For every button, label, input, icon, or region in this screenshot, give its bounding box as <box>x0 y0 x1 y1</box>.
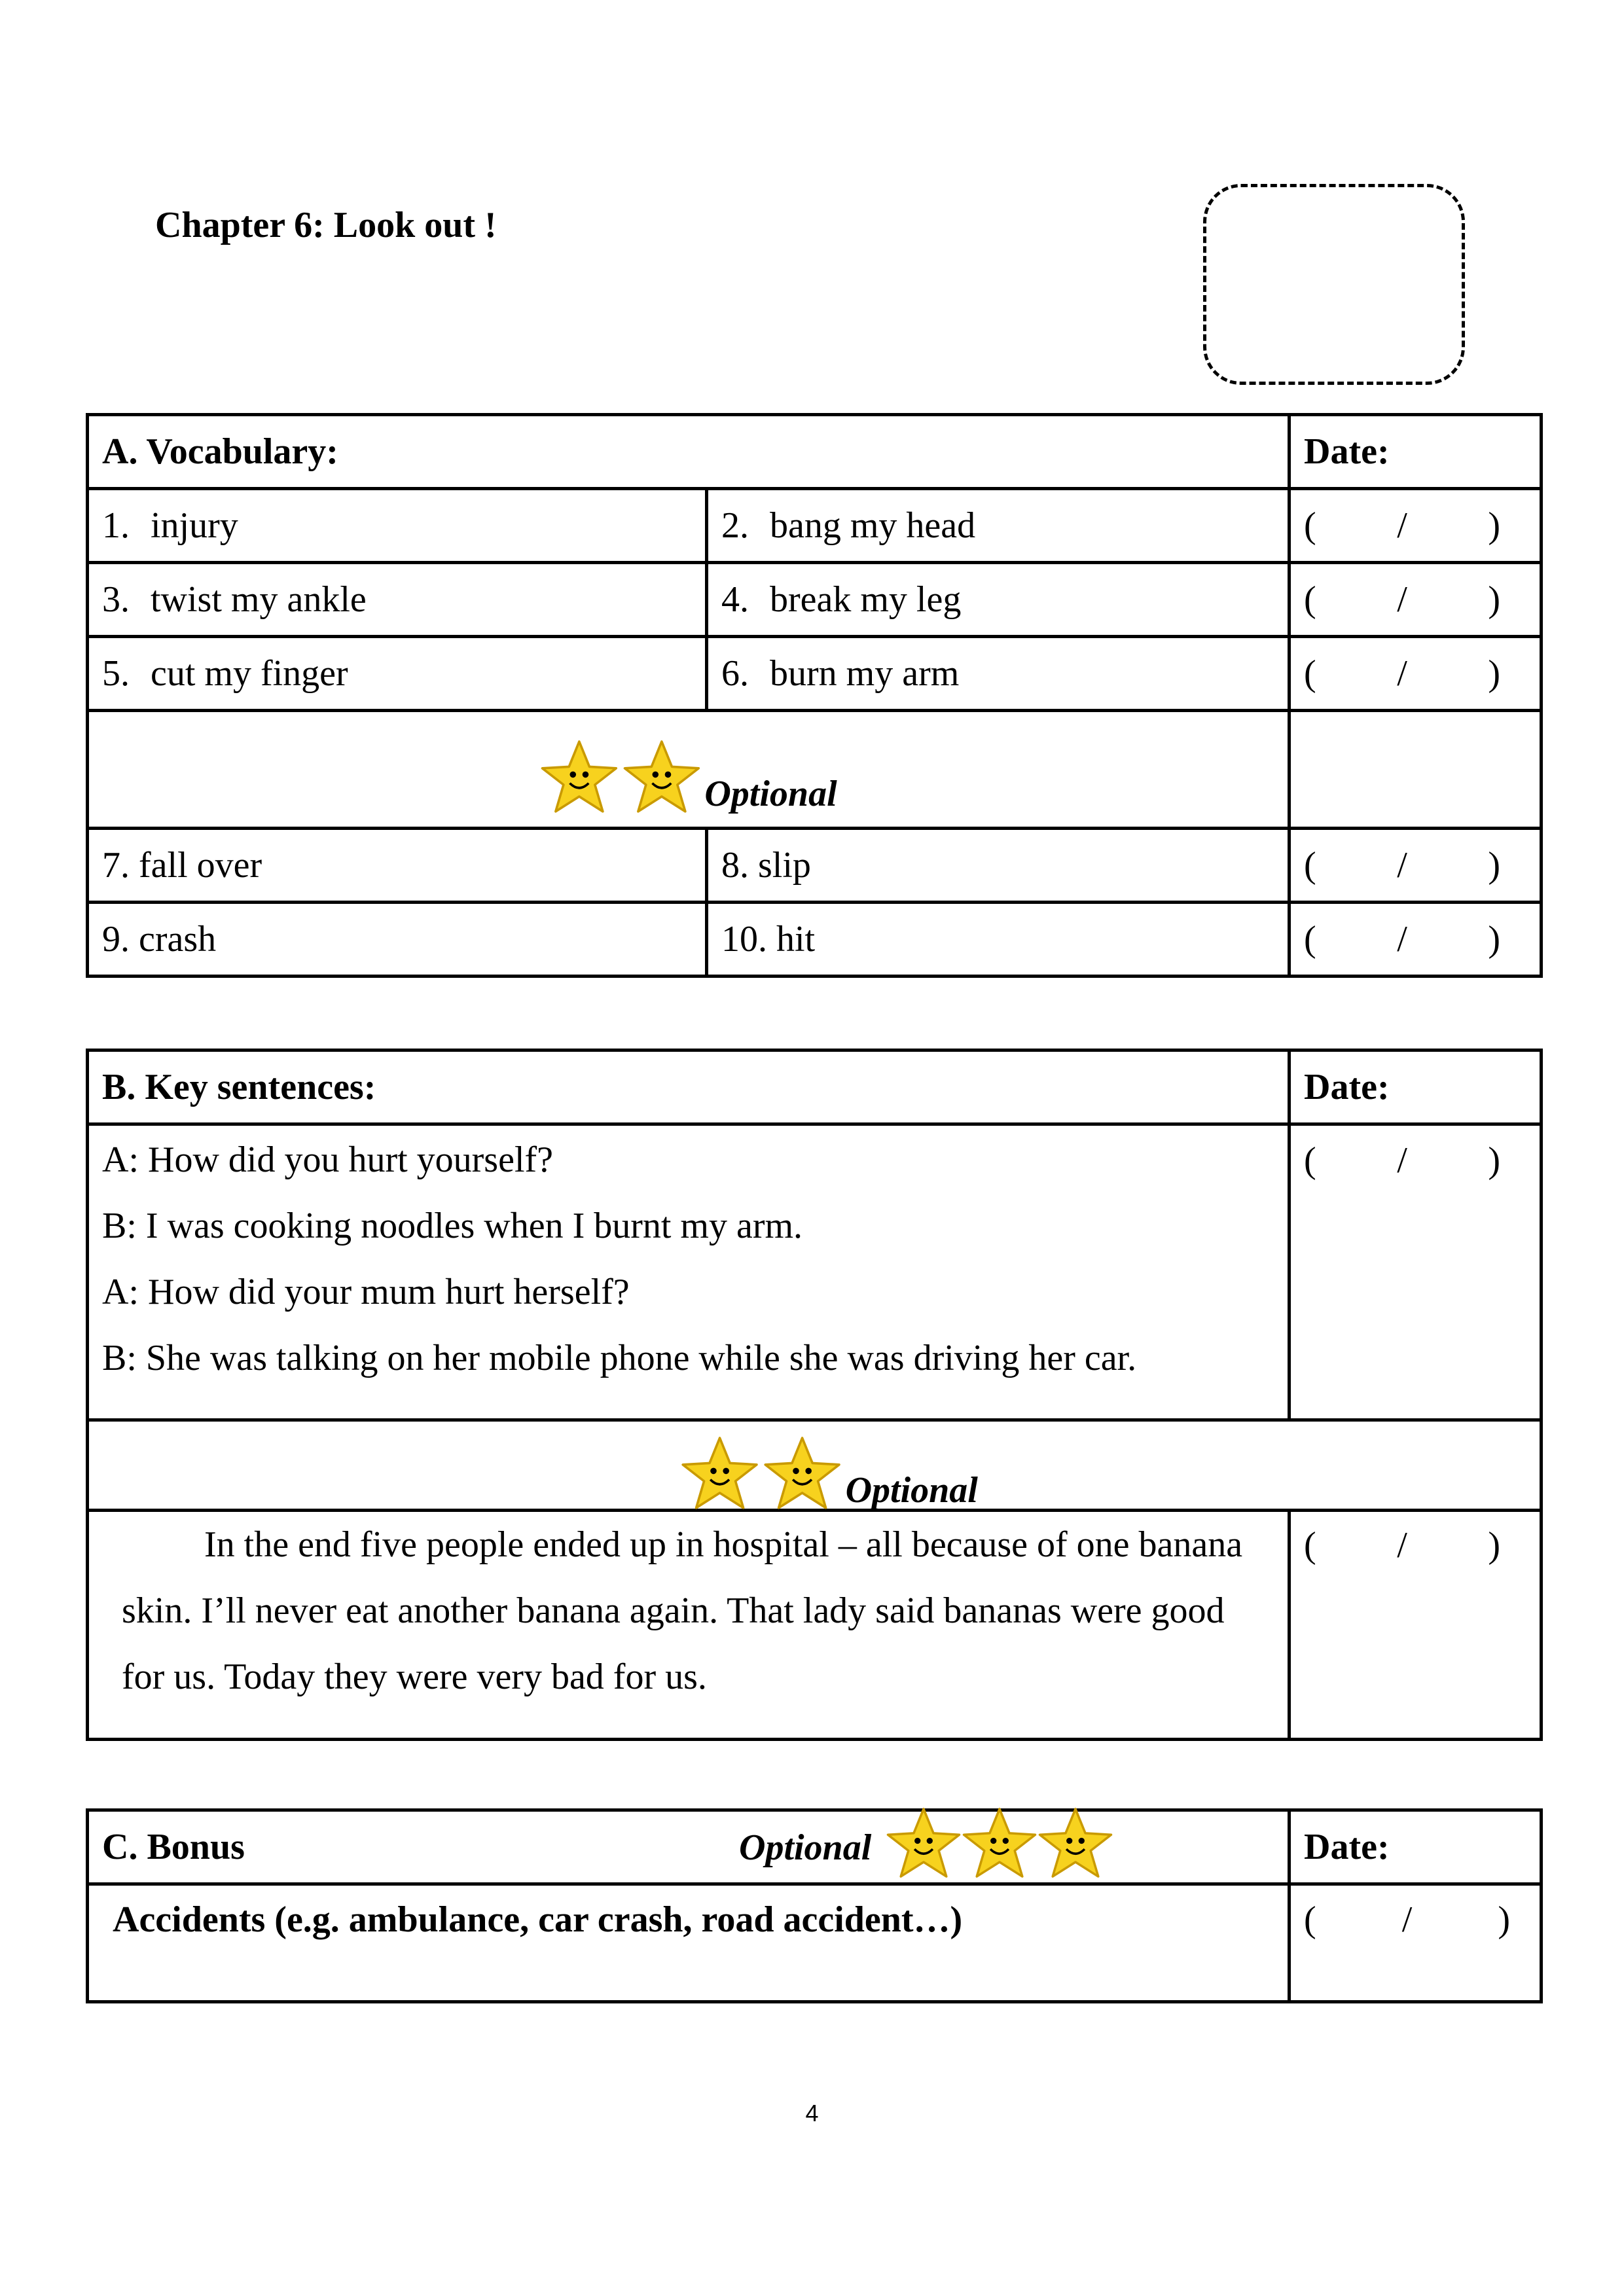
vocabulary-heading: A. Vocabulary: <box>88 415 1290 489</box>
vocab-number: 4. <box>721 579 749 620</box>
date-field[interactable] <box>1290 1511 1542 1740</box>
optional-label: Optional <box>845 1470 978 1511</box>
date-close-paren: ) <box>1488 845 1500 886</box>
date-label: Date: <box>1290 415 1542 489</box>
stamp-box <box>1203 184 1465 385</box>
date-open-paren: ( <box>1304 579 1316 620</box>
vocab-item <box>88 637 707 711</box>
date-open-paren: ( <box>1304 653 1316 694</box>
date-close-paren: ) <box>1488 1524 1500 1566</box>
vocab-word: burn my arm <box>770 653 960 694</box>
star-icon <box>622 739 700 815</box>
vocab-item <box>88 489 707 563</box>
date-open-paren: ( <box>1304 1524 1316 1566</box>
vocab-number: 2. <box>721 505 749 546</box>
date-label: Date: <box>1290 1050 1542 1124</box>
bonus-prompt[interactable]: Accidents (e.g. ambulance, car crash, road accident…) <box>88 1884 1290 2002</box>
date-field[interactable] <box>1290 1884 1542 2002</box>
vocab-item: 9. crash <box>88 903 707 977</box>
date-slash: / <box>1397 1139 1407 1181</box>
optional-paragraph-cell <box>88 1511 1290 1740</box>
optional-label: Optional <box>704 774 837 814</box>
dialogue-cell <box>88 1124 1290 1420</box>
date-open-paren: ( <box>1304 1899 1316 1940</box>
vocab-number: 1. <box>102 505 130 546</box>
date-slash: / <box>1397 845 1407 886</box>
vocab-item <box>707 489 1290 563</box>
date-field[interactable] <box>1290 1124 1542 1420</box>
date-slash: / <box>1397 505 1407 546</box>
bonus-table <box>86 1808 1543 2003</box>
optional-banner <box>88 711 1290 829</box>
date-open-paren: ( <box>1304 505 1316 546</box>
date-slash: / <box>1397 1524 1407 1566</box>
date-close-paren: ) <box>1488 579 1500 620</box>
dialogue-line: B: I was cooking noodles when I burnt my arm. <box>102 1206 803 1246</box>
date-open-paren: ( <box>1304 845 1316 886</box>
star-icon <box>681 1435 759 1511</box>
vocab-word: bang my head <box>770 505 976 546</box>
vocab-number: 6. <box>721 653 749 694</box>
date-slash: / <box>1401 1899 1413 1940</box>
date-label: Date: <box>1290 1810 1542 1884</box>
optional-paragraph: In the end five people ended up in hospital – all because of one banana skin. I’ll never eat another banana again. That lady said bananas were good for us. Today they were very bad for us. <box>122 1524 1243 1697</box>
date-field[interactable] <box>1290 563 1542 637</box>
vocab-item: 10. hit <box>707 903 1290 977</box>
vocab-word: break my leg <box>770 579 962 620</box>
vocab-item <box>707 563 1290 637</box>
vocab-item <box>88 563 707 637</box>
date-field[interactable] <box>1290 829 1542 903</box>
star-icon <box>763 1435 842 1511</box>
vocab-number: 5. <box>102 653 130 694</box>
dialogue-line: A: How did you hurt yourself? <box>102 1139 554 1180</box>
key-sentences-table <box>86 1049 1543 1741</box>
date-field[interactable] <box>1290 903 1542 977</box>
date-open-paren: ( <box>1304 1139 1316 1181</box>
date-field[interactable] <box>1290 489 1542 563</box>
vocab-word: twist my ankle <box>151 579 367 620</box>
date-field[interactable] <box>1290 637 1542 711</box>
dialogue-line: B: She was talking on her mobile phone while she was driving her car. <box>102 1338 1137 1378</box>
star-icon <box>886 1806 962 1880</box>
vocab-number: 3. <box>102 579 130 620</box>
star-icon <box>539 739 618 815</box>
star-icon <box>962 1806 1038 1880</box>
date-slash: / <box>1397 919 1407 960</box>
vocab-word: injury <box>151 505 238 546</box>
bonus-header-cell <box>88 1810 1290 1884</box>
bonus-heading: C. Bonus <box>102 1827 245 1867</box>
page-number: 4 <box>805 2100 819 2126</box>
chapter-title: Chapter 6: Look out ! <box>155 205 497 245</box>
vocabulary-table <box>86 413 1543 978</box>
vocab-item: 7. fall over <box>88 829 707 903</box>
date-close-paren: ) <box>1488 919 1500 960</box>
optional-label: Optional <box>739 1827 872 1868</box>
star-icon <box>1038 1806 1113 1880</box>
vocab-item: 8. slip <box>707 829 1290 903</box>
date-close-paren: ) <box>1488 1139 1500 1181</box>
optional-banner <box>88 1420 1542 1511</box>
vocab-word: cut my finger <box>151 653 348 694</box>
dialogue-line: A: How did your mum hurt herself? <box>102 1272 630 1312</box>
date-close-paren: ) <box>1488 653 1500 694</box>
date-open-paren: ( <box>1304 919 1316 960</box>
date-close-paren: ) <box>1488 505 1500 546</box>
date-close-paren: ) <box>1498 1899 1510 1940</box>
key-sentences-heading: B. Key sentences: <box>88 1050 1290 1124</box>
date-slash: / <box>1397 653 1407 694</box>
empty-cell <box>1290 711 1542 829</box>
date-slash: / <box>1397 579 1407 620</box>
vocab-item <box>707 637 1290 711</box>
